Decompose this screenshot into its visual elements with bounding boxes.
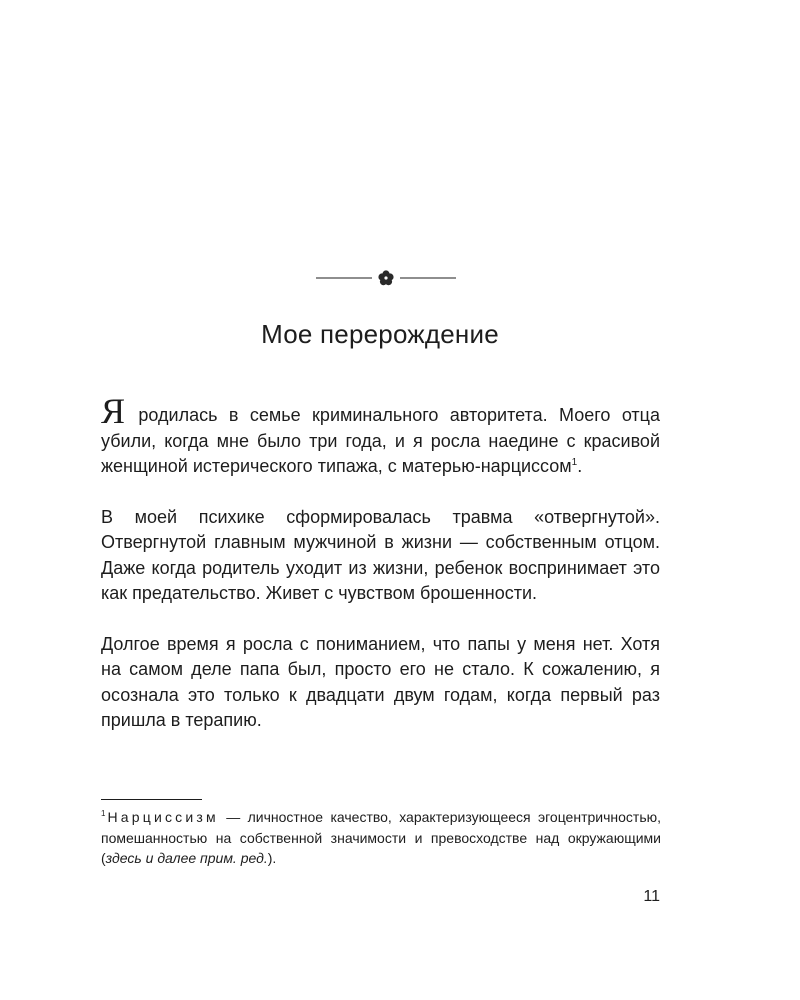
footnote-tail: ). xyxy=(267,850,277,866)
paragraph-3: Долгое время я росла с пониманием, что папы у меня нет. Хотя на самом деле папа был, просто его не стало. К сожалению, я осознала это только к двадцати двум годам, когда первый раз пришла в терапию. xyxy=(101,633,660,730)
footnote-text: — личностное качество, характеризующееся эгоцентричностью, помешанностью на собственной значимости и превосходстве над окружающими ( xyxy=(101,809,661,866)
footnote-italic-note: здесь и далее прим. ред. xyxy=(105,850,268,866)
flower-divider-icon xyxy=(316,267,456,289)
footnote xyxy=(101,807,661,869)
paragraph-1-text: родилась в семье криминального авторитета. Моего отца убили, когда мне было три года, и я росла наедине с красивой женщиной истерического типажа, с матерью-нарциссом xyxy=(101,405,660,476)
footnote-term: Нарциссизм xyxy=(107,809,219,825)
drop-cap: Я xyxy=(101,391,126,431)
footnote-number: 1 xyxy=(101,809,106,818)
page-number: 11 xyxy=(643,888,660,905)
footnote-reference[interactable]: 1 xyxy=(571,457,578,468)
paragraph-1 xyxy=(101,391,660,480)
paragraph-1-tail: . xyxy=(577,456,583,476)
chapter-body xyxy=(101,391,660,734)
chapter-title: Мое перерождение xyxy=(261,319,499,349)
paragraph-2: В моей психике сформировалась травма «отвергнутой». Отвергнутой главным мужчиной в жизни — собственным отцом. Даже когда родитель уходит из жизни, ребенок воспринимает это как предательство. Живет с чувством брошенности. xyxy=(101,506,660,603)
footnote-divider xyxy=(101,799,202,800)
